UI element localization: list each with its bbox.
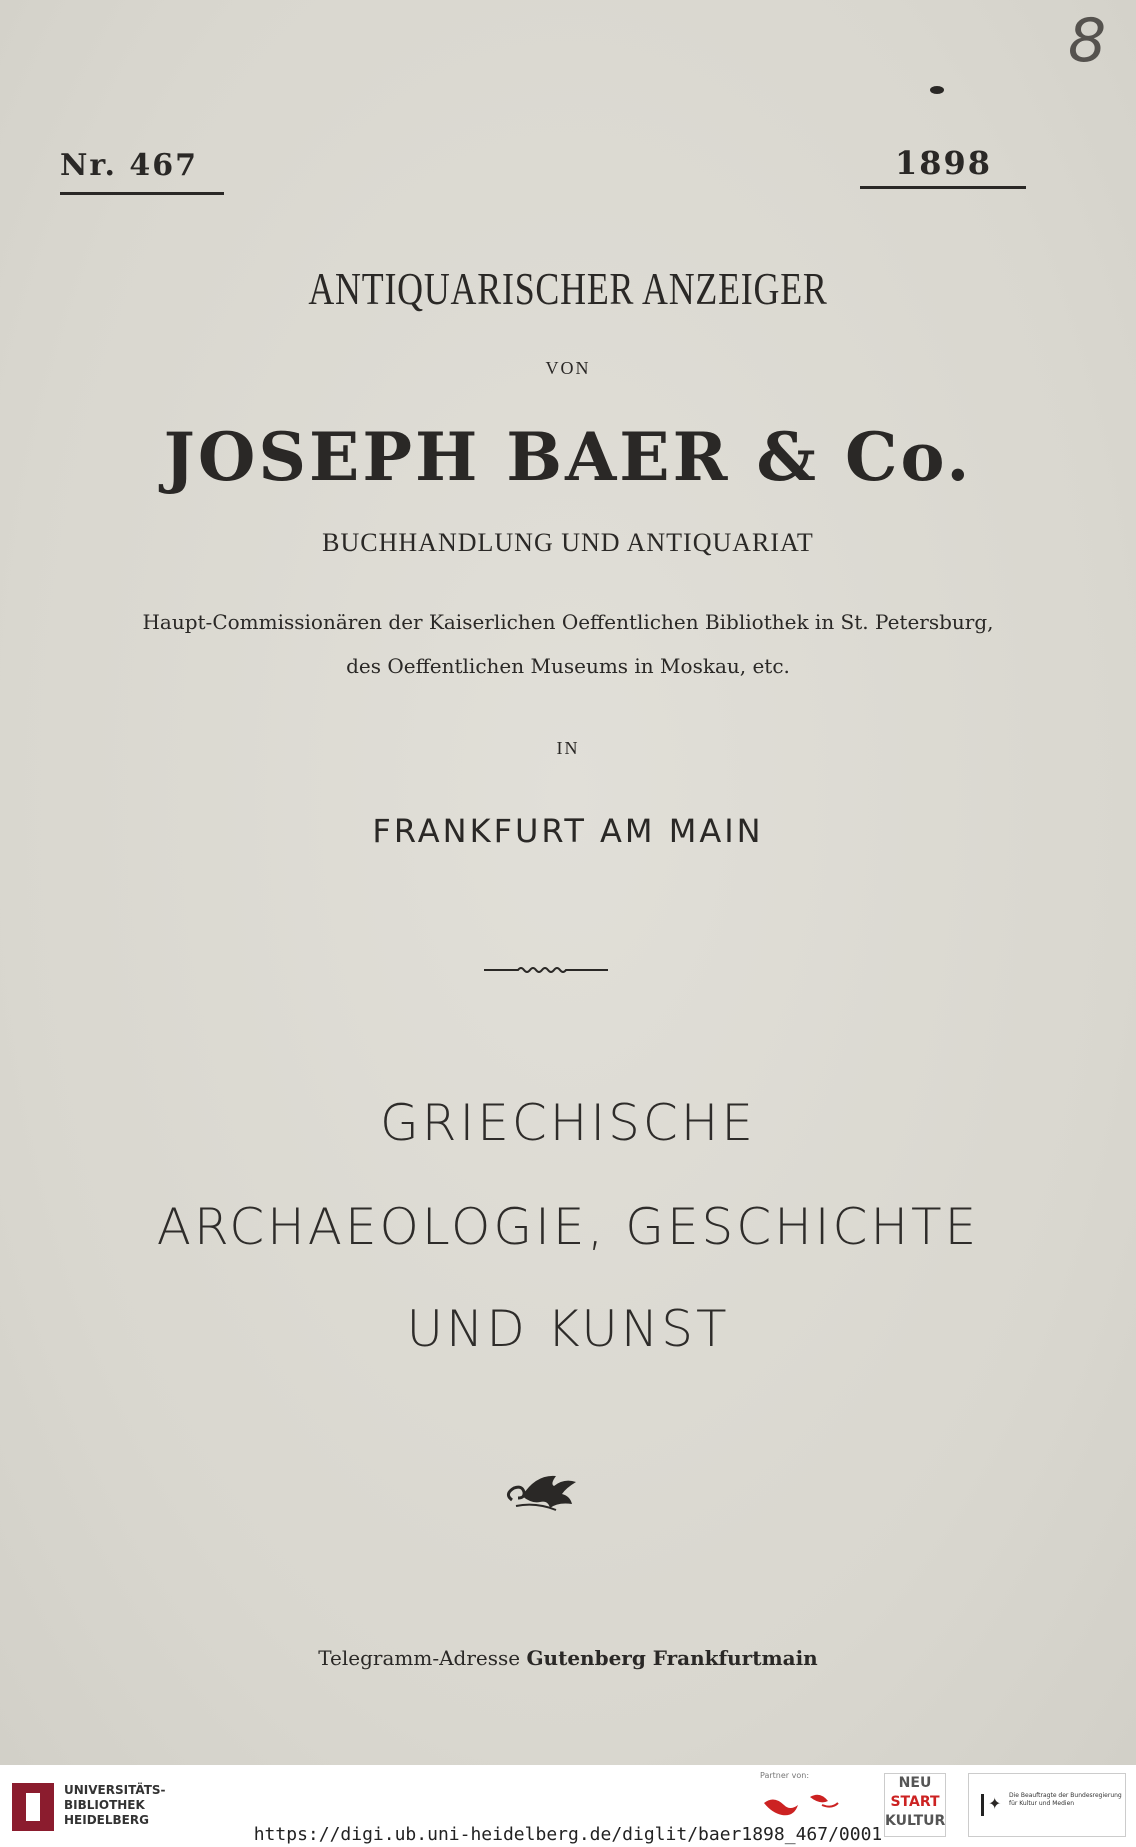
handwritten-number: 8	[1068, 6, 1107, 76]
publication-title: ANTIQUARISCHER ANZEIGER	[308, 263, 828, 314]
catalog-number-underline	[60, 192, 224, 195]
firm-subtitle: BUCHHANDLUNG UND ANTIQUARIAT	[322, 528, 814, 557]
telegram-label: Telegramm-Adresse	[318, 1646, 521, 1670]
catalog-title-line-2: ARCHAEOLOGIE, GESCHICHTE	[156, 1198, 980, 1256]
federal-eagle-icon: ✦	[981, 1794, 1008, 1816]
federal-culture-commissioner-logo[interactable]: ✦ Die Beauftragte der Bundesregierung für Kultur und Medien	[968, 1773, 1126, 1837]
ink-mark	[930, 86, 944, 94]
neustart-kultur-logo[interactable]: NEU START KULTUR	[884, 1773, 946, 1837]
partner-label: Partner von:	[760, 1771, 810, 1780]
catalog-title-line-3: UND KUNST	[406, 1300, 730, 1358]
in-label: IN	[556, 738, 580, 758]
partner-logo-icon[interactable]	[760, 1785, 850, 1825]
viewer-footer	[0, 1765, 1136, 1847]
catalog-number: Nr. 467	[60, 148, 198, 183]
city-name: FRANKFURT AM MAIN	[372, 812, 764, 850]
catalog-year-underline	[860, 186, 1026, 189]
squiggle-divider	[484, 962, 608, 978]
leaf-ornament-icon	[502, 1470, 582, 1514]
telegram-value: Gutenberg Frankfurtmain	[526, 1646, 818, 1670]
von-label: VON	[545, 358, 591, 378]
firm-name: JOSEPH BAER & Co.	[163, 418, 973, 496]
catalog-title-line-1: GRIECHISCHE	[380, 1094, 756, 1152]
catalog-year: 1898	[895, 144, 993, 182]
university-library-name[interactable]: UNIVERSITÄTS- BIBLIOTHEK HEIDELBERG	[64, 1783, 166, 1827]
telegram-address	[0, 1646, 1136, 1670]
commission-line: Haupt-Commissionären der Kaiserlichen Oeffentlichen Bibliothek in St. Petersburg,	[142, 610, 994, 634]
permalink-url[interactable]: https://digi.ub.uni-heidelberg.de/diglit/baer1898_467/0001	[253, 1824, 883, 1845]
museum-line: des Oeffentlichen Museums in Moskau, etc.	[346, 654, 790, 678]
